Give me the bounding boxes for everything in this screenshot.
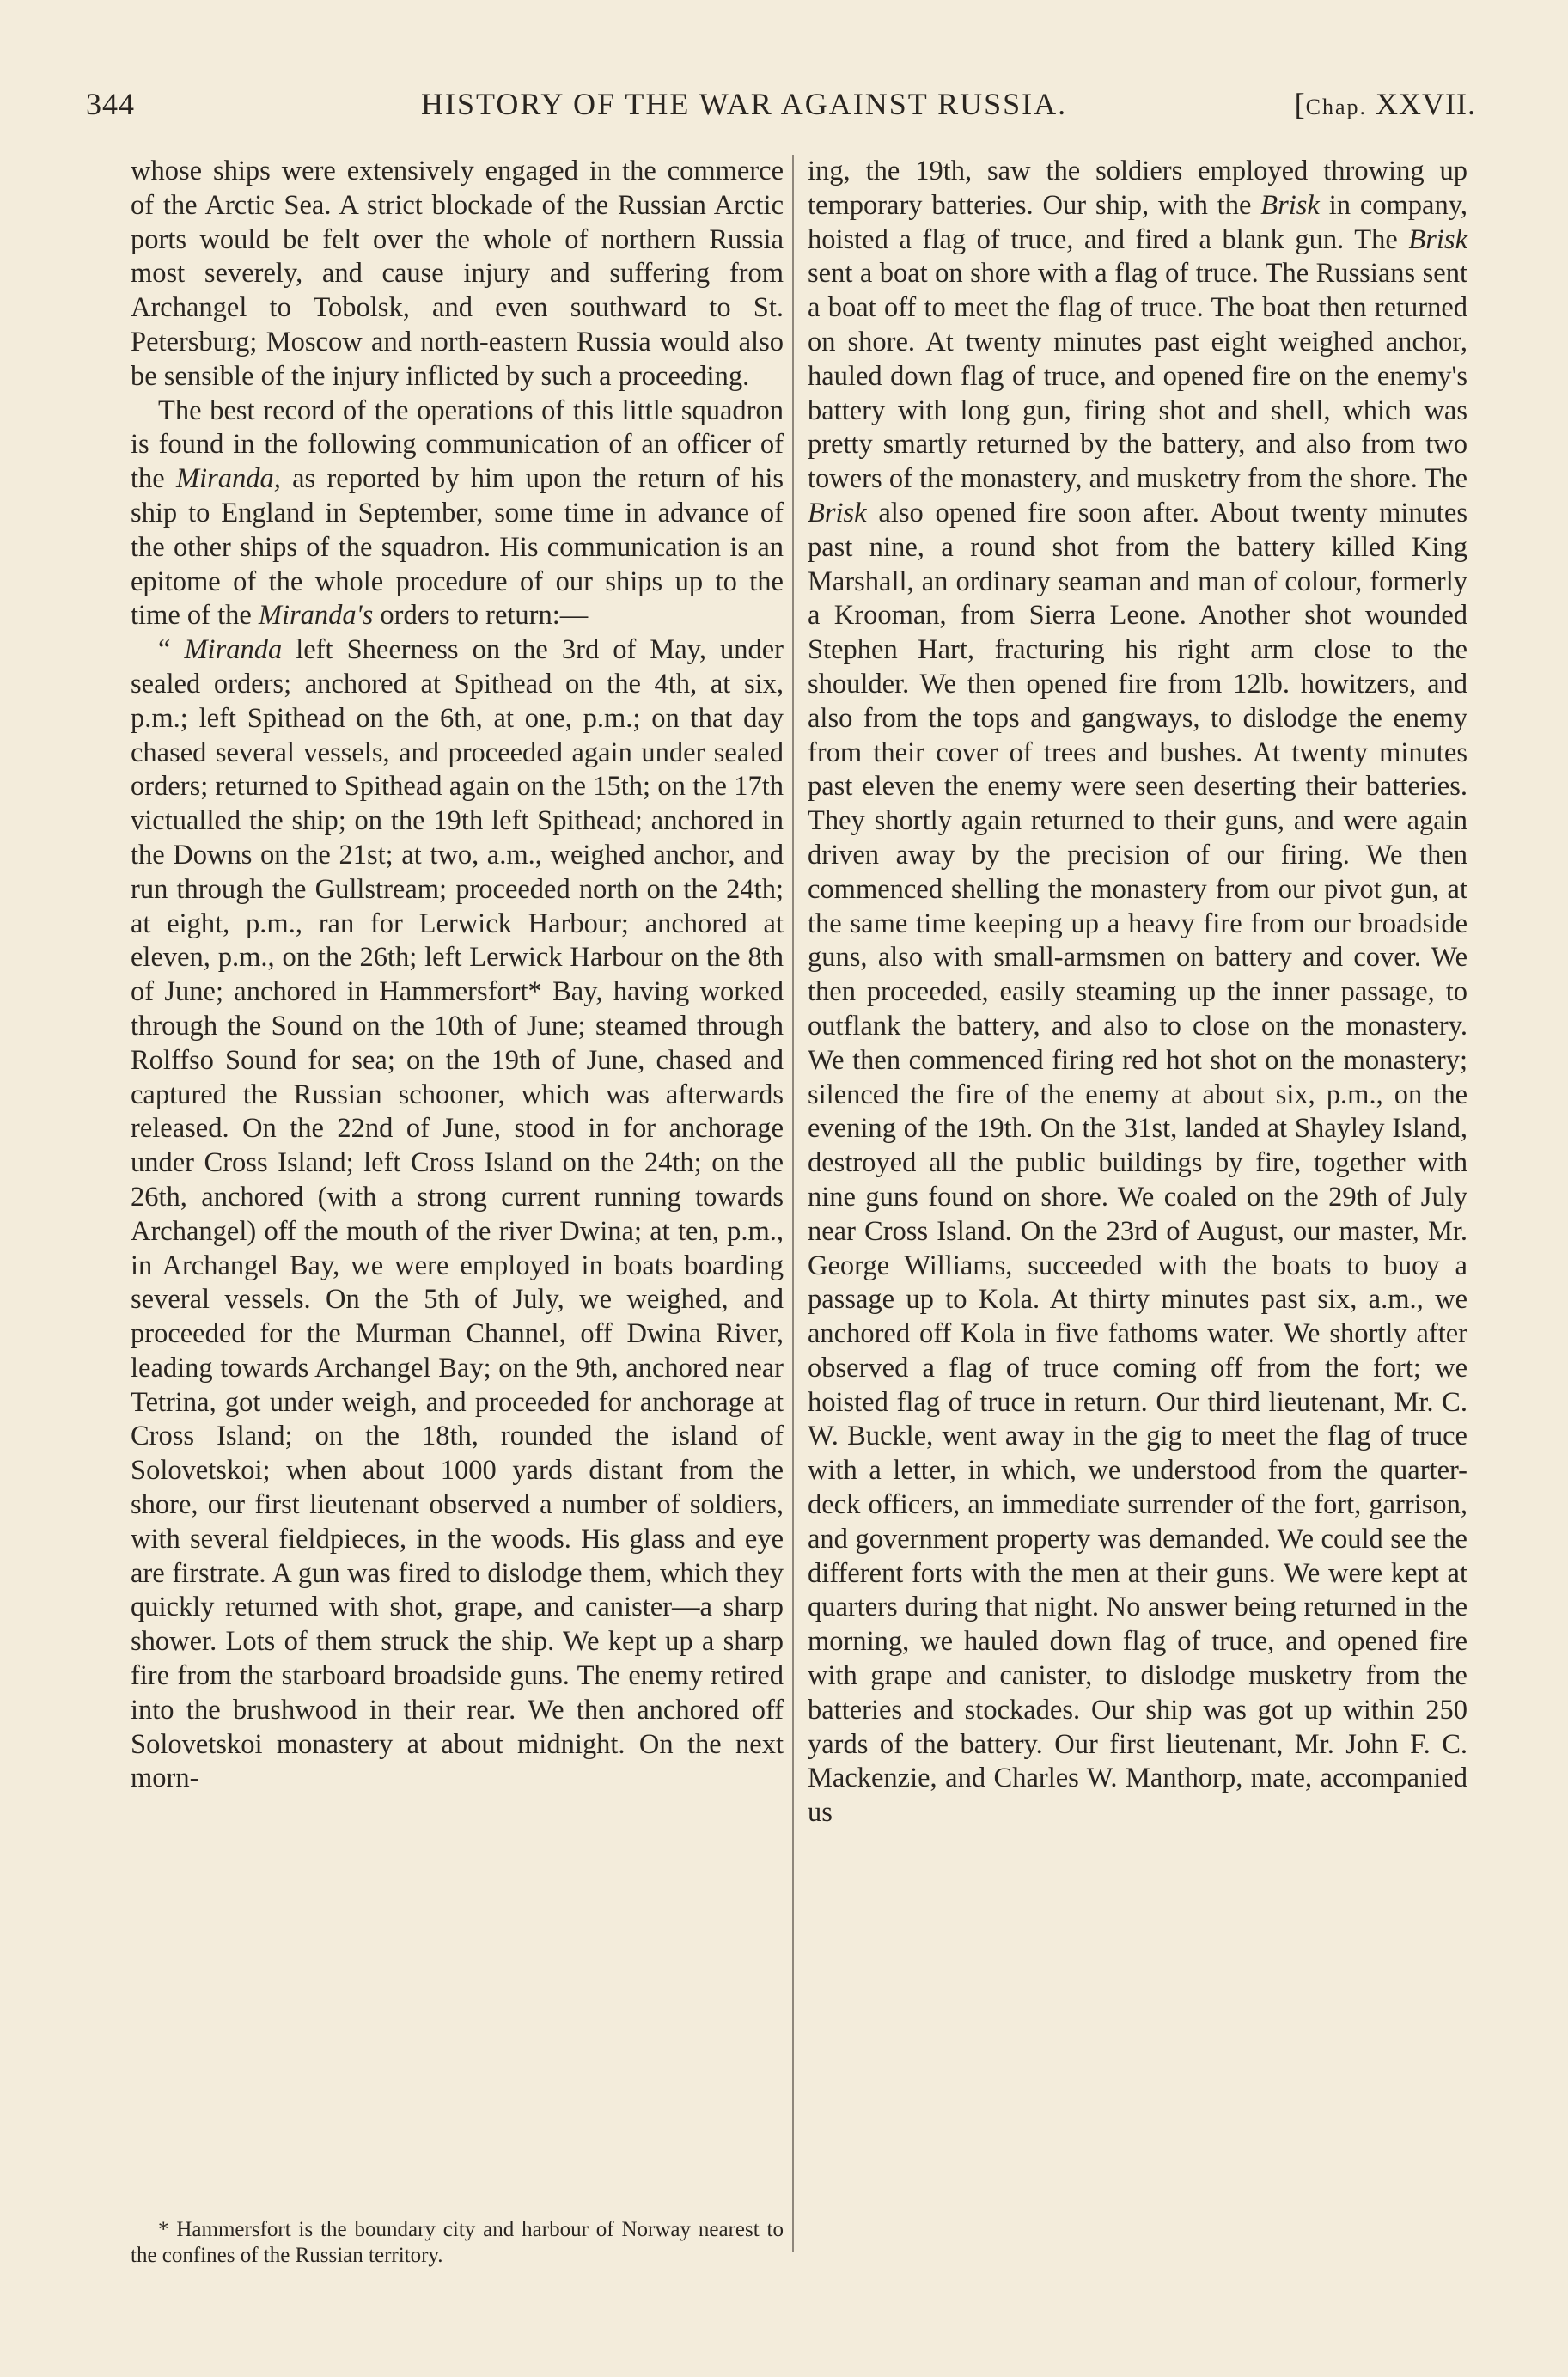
chapter-reference [1295, 86, 1476, 122]
opening-quote: “ [158, 634, 185, 666]
text-run: as reported by him upon the return of his ship to England in September, some time in advance of the other ships of the squadron. His communication is an epitome of the whole procedure of our ships up to the time of the [131, 463, 784, 632]
text-run: The best record of the operations of this little squadron is found in the following communication of an officer of the [131, 394, 784, 495]
ship-name: Miranda [184, 634, 283, 666]
text-run: sent a boat on shore with a flag of truce. The Russians sent a boat off to meet the flag of truce. The boat then returned on shore. At twenty minutes past eight weighed anchor, hauled down flag of truce, and opened fire on the enemy's battery with long gun, firing shot and shell, which was pretty smartly returned by the battery, and also from two towers of the monastery, and musketry from the shore. The [808, 258, 1467, 495]
running-title: HISTORY OF THE WAR AGAINST RUSSIA. [421, 87, 1068, 121]
text-run: orders to return:— [373, 600, 589, 632]
text-run: left Sheerness on the 3rd of May, under sealed orders; anchored at Spithead on the 4th, at six, p.m.; left Spithead on the 6th, at one, p.m.; on that day chased several vessels, and proceeded again under sealed orders; returned to Spithead again on the 15th; on the 17th victualled the ship; on the 19th left Spithead; anchored in the Downs on the 21st; at two, a.m., weighed anchor, and run through the Gullstream; proceeded north on the 24th; at eight, p.m., ran for Lerwick Harbour; anchored at eleven, p.m., on the 26th; left Lerwick Harbour on the 8th of June; anchored in Hammersfort* Bay, having worked through the Sound on the 10th of June; steamed through Rolffso Sound for sea; on the 19th of June, chased and captured the Russian schooner, which was afterwards released. On the 22nd of June, stood in for anchorage under Cross Island; left Cross Island on the 24th; on the 26th, anchored (with a strong current running towards Archangel) off the mouth of the river Dwina; at ten, p.m., in Archangel Bay, we were employed in boats boarding several vessels. On the 5th of July, we weighed, and proceeded for the Murman Channel, off Dwina River, leading towards Archangel Bay; on the 9th, anchored near Tetrina, got under weigh, and proceeded for anchorage at Cross Island; on the 18th, rounded the island of Solovetskoi; when about 1000 yards distant from the shore, our first lieutenant observed a number of soldiers, with several fieldpieces, in the woods. His glass and eye are firstrate. A gun was fired to dislodge them, which they quickly returned with shot, grape, and canister—a sharp shower. Lots of them struck the ship. We kept up a sharp fire from the starboard broadside guns. The enemy retired into the brushwood in their rear. We then anchored off Solovetskoi monastery at about midnight. On the next morn- [131, 634, 784, 1794]
running-header [86, 86, 1476, 137]
ship-name: Miranda's [258, 600, 374, 632]
paragraph-letter [131, 633, 784, 1796]
chapter-number: XXVII. [1367, 87, 1476, 121]
paragraph-blockade: whose ships were extensively engaged in the commerce of the Arctic Sea. A strict blockade of the Russian Arctic ports would be felt over the whole of northern Russia most severely, and cause injury and suffering from Archangel to Tobolsk, and even southward to St. Petersburg; Moscow and north-eastern Russia would also be sensible of the injury inflicted by such a proceeding. [131, 156, 784, 392]
text-run: in company, hoisted a flag of truce, and fired a blank gun. The [808, 189, 1467, 255]
footnote [131, 2217, 784, 2269]
page-number: 344 [86, 87, 135, 121]
ship-name: Brisk [808, 497, 867, 529]
ship-name: Brisk [1260, 189, 1320, 221]
chapter-abbr: Chap. [1305, 95, 1368, 119]
ship-name: Brisk [1408, 223, 1467, 255]
footnote-text: * Hammersfort is the boundary city and harbour of Norway nearest to the confines of the Russian territory. [131, 2218, 784, 2267]
paragraph-record [131, 394, 784, 634]
text-run: ing, the 19th, saw the soldiers employed throwing up temporary batteries. Our ship, with the [808, 156, 1467, 221]
column-divider [792, 155, 794, 2252]
text-run: also opened fire soon after. About twenty minutes past nine, a round shot from the battery killed King Marshall, an ordinary seaman and man of colour, formerly a Krooman, from Sierra Leone. Another shot wounded Stephen Hart, fracturing his right arm close to the shoulder. We then opened fire from 12lb. howitzers, and also from the tops and gangways, to dislodge the enemy from their cover of trees and bushes. At twenty minutes past eleven the enemy were seen deserting their batteries. They shortly again returned to their guns, and were again driven away by the precision of our firing. We then commenced shelling the monastery from our pivot gun, at the same time keeping up a heavy fire from our broadside guns, also with small-armsmen on battery and cover. We then proceeded, easily steaming up the inner passage, to outflank the battery, and also to close on the monastery. We then commenced firing red hot shot on the monastery; silenced the fire of the enemy at about six, p.m., on the evening of the 19th. On the 31st, landed at Shayley Island, destroyed all the public buildings by fire, together with nine guns found on shore. We coaled on the 29th of July near Cross Island. On the 23rd of August, our master, Mr. George Williams, succeeded with the boats to buoy a passage up to Kola. At thirty minutes past six, a.m., we anchored off Kola in five fathoms water. We shortly after observed a flag of truce coming off from the fort; we hoisted flag of truce in return. Our third lieutenant, Mr. C. W. Buckle, went away in the gig to meet the flag of truce with a letter, in which, we understood from the quarter-deck officers, an immediate surrender of the fort, garrison, and government property was demanded. We could see the different forts with the men at their guns. We were kept at quarters during that night. No answer being returned in the morning, we hauled down flag of truce, and opened fire with grape and canister, to dislodge musketry from the batteries and stockades. Our ship was got up within 250 yards of the battery. Our first lieutenant, Mr. John F. C. Mackenzie, and Charles W. Manthorp, mate, accompanied us [808, 497, 1467, 1829]
ship-name: Miranda, [175, 463, 281, 495]
paragraph-continued [808, 155, 1467, 1830]
chapter-bracket: [ [1294, 87, 1306, 121]
left-column [131, 155, 784, 1796]
right-column [808, 155, 1467, 1830]
